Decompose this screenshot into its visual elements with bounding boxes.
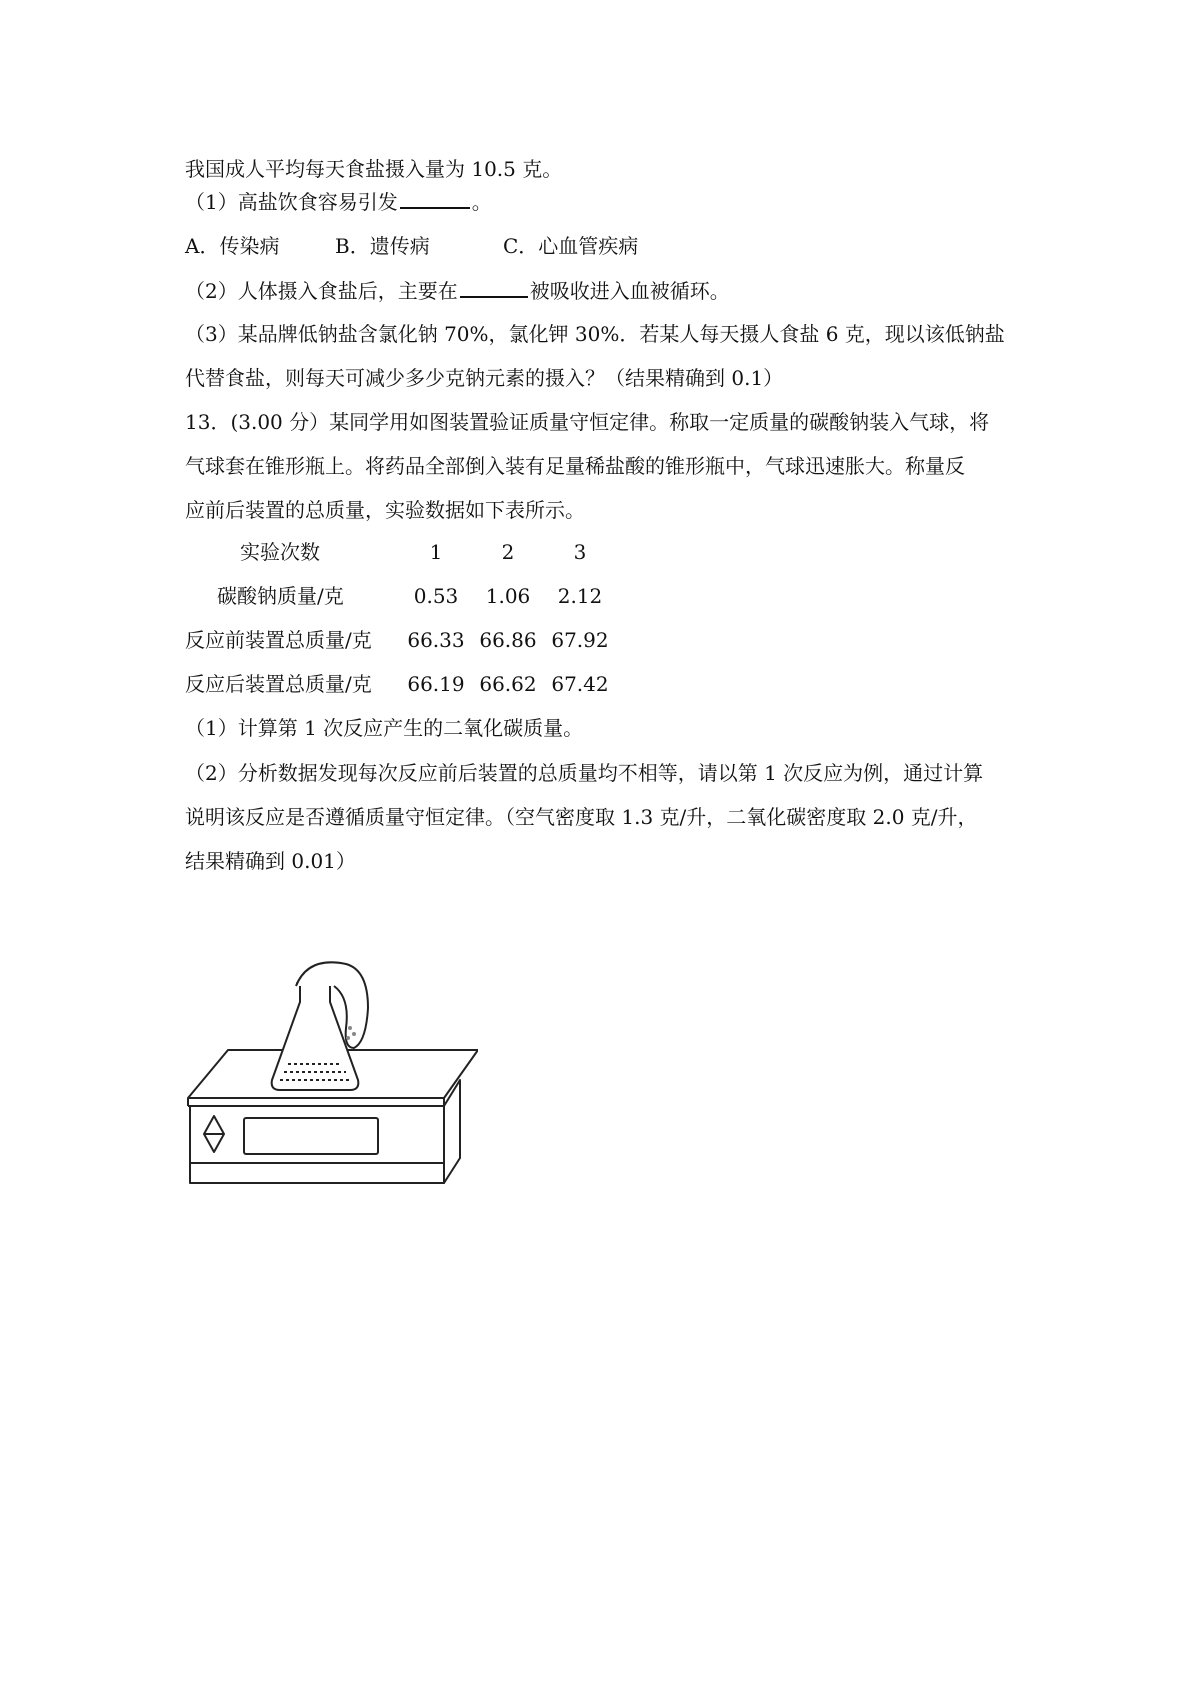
question-3-line-2: 代替食盐，则每天可减少多少克钠元素的摄入？（结果精确到 0.1） [185,366,784,390]
apparatus-figure [178,958,478,1198]
table-header-label: 实验次数 [240,540,320,564]
table-cell: 67.42 [551,672,609,696]
problem-13-line-3: 应前后装置的总质量，实验数据如下表所示。 [185,498,585,522]
table-cell: 1.06 [485,584,531,608]
table-cell: 67.92 [551,628,609,652]
table-cell: 66.33 [407,628,465,652]
question-1-end: 。 [471,190,492,214]
problem-13-line-2: 气球套在锥形瓶上。将药品全部倒入装有足量稀盐酸的锥形瓶中，气球迅速胀大。称量反 [185,454,965,478]
option-c: C．心血管疾病 [503,234,639,258]
table-cell: 66.19 [407,672,465,696]
table-cell: 2.12 [557,584,603,608]
table-header-col: 3 [573,540,587,564]
table-header-col: 2 [501,540,515,564]
table-cell: 66.86 [479,628,537,652]
sub-question-1: （1）计算第 1 次反应产生的二氧化碳质量。 [185,716,584,740]
question-2-text: （2）人体摄入食盐后，主要在 [185,279,458,303]
problem-13-line-1: 13．(3.00 分）某同学用如图装置验证质量守恒定律。称取一定质量的碳酸钠装入气球，将 [185,410,990,434]
table-header-col: 1 [429,540,443,564]
table-cell: 66.62 [479,672,537,696]
answer-blank-2[interactable] [460,276,528,298]
table-row-label: 反应后装置总质量/克 [185,672,372,696]
sub-question-2-line-1: （2）分析数据发现每次反应前后装置的总质量均不相等，请以第 1 次反应为例，通过计算 [185,761,984,785]
options-row [185,232,638,260]
sub-question-2-line-3: 结果精确到 0.01） [185,849,356,873]
intro-text: 我国成人平均每天食盐摄入量为 10.5 克。 [185,157,563,181]
answer-blank-1[interactable] [400,187,470,209]
table-row-label: 反应前装置总质量/克 [185,628,372,652]
question-2-end: 被吸收进入血被循环。 [529,279,730,303]
table-row-label: 碳酸钠质量/克 [217,584,344,608]
question-2 [185,276,730,305]
question-1 [185,187,492,216]
question-3-line-1: （3）某品牌低钠盐含氯化钠 70%，氯化钾 30%．若某人每天摄人食盐 6 克，现以该低钠盐 [185,322,1005,346]
table-cell: 0.53 [413,584,459,608]
option-a: A．传染病 [185,234,280,258]
question-1-text: （1）高盐饮食容易引发 [185,190,398,214]
option-b: B．遗传病 [335,234,430,258]
sub-question-2-line-2: 说明该反应是否遵循质量守恒定律。（空气密度取 1.3 克/升，二氧化碳密度取 2.0 克/升， [185,805,978,829]
